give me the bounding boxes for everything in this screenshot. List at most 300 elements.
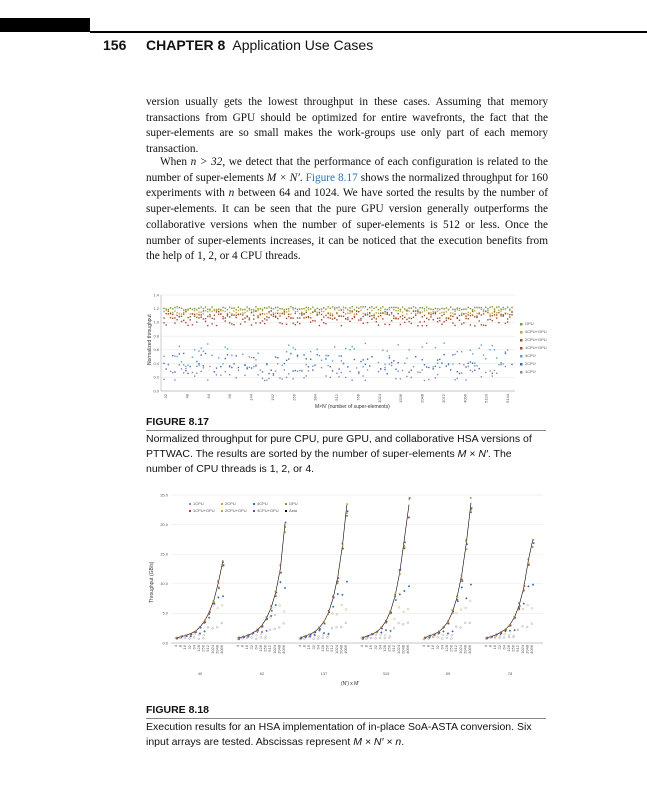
data-point: [470, 497, 472, 499]
data-point: [244, 375, 245, 376]
data-point: [190, 308, 191, 309]
legend-marker: [520, 363, 523, 366]
data-point: [328, 613, 330, 615]
data-point: [183, 312, 184, 313]
data-point: [266, 316, 267, 317]
data-point: [185, 368, 186, 369]
data-point: [266, 363, 267, 364]
data-point: [470, 313, 471, 314]
data-point: [384, 364, 385, 365]
data-point: [213, 600, 215, 602]
data-point: [376, 318, 377, 319]
data-point: [393, 360, 394, 361]
data-point: [240, 313, 241, 314]
data-point: [466, 543, 468, 545]
x-tick-label: 32: [248, 645, 254, 650]
data-point: [233, 363, 234, 364]
data-point: [321, 367, 322, 368]
data-point: [205, 306, 206, 307]
data-point: [435, 308, 436, 309]
data-point: [317, 314, 318, 315]
data-point: [380, 307, 381, 308]
data-point: [461, 351, 462, 352]
data-point: [430, 314, 431, 315]
data-point: [244, 321, 245, 322]
data-point: [466, 548, 468, 550]
data-point: [441, 362, 442, 363]
data-point: [470, 511, 472, 513]
data-point: [465, 318, 466, 319]
data-point: [183, 372, 184, 373]
data-point: [229, 316, 230, 317]
data-point: [380, 315, 381, 316]
data-point: [273, 314, 274, 315]
data-point: [345, 313, 346, 314]
data-point: [330, 377, 331, 378]
data-point: [452, 612, 454, 614]
data-point: [373, 317, 374, 318]
data-point: [187, 373, 188, 374]
data-point: [365, 343, 366, 344]
y-axis-label: Normalized throughput: [147, 314, 153, 365]
data-point: [365, 380, 366, 381]
data-point: [214, 315, 215, 316]
data-point: [273, 375, 274, 376]
x-tick-label: 32: [163, 394, 168, 399]
data-point: [441, 324, 442, 325]
data-point: [275, 595, 277, 597]
data-point: [352, 346, 353, 347]
data-point: [321, 319, 322, 320]
data-point: [367, 309, 368, 310]
data-point: [395, 307, 396, 308]
data-point: [185, 311, 186, 312]
data-point: [503, 314, 504, 315]
data-point: [211, 355, 212, 356]
data-point: [341, 315, 342, 316]
data-point: [262, 313, 263, 314]
data-point: [472, 363, 473, 364]
data-point: [327, 355, 328, 356]
data-point: [483, 325, 484, 326]
x-tick-label: 512: [453, 645, 459, 652]
data-point: [347, 511, 349, 513]
data-point: [362, 366, 363, 367]
data-point: [492, 375, 493, 376]
data-point: [360, 318, 361, 319]
data-point: [478, 368, 479, 369]
data-point: [358, 308, 359, 309]
data-point: [233, 307, 234, 308]
data-point: [284, 363, 285, 364]
x-tick-label: 16: [182, 645, 188, 650]
data-point: [422, 359, 423, 360]
x-tick-label: 4096: [405, 645, 410, 654]
data-point: [338, 310, 339, 311]
data-point: [345, 377, 346, 378]
data-point: [373, 313, 374, 314]
data-point: [437, 359, 438, 360]
data-point: [430, 316, 431, 317]
data-point: [347, 366, 348, 367]
data-point: [413, 311, 414, 312]
data-point: [297, 317, 298, 318]
legend-label: 1CPU+GPU: [193, 508, 215, 513]
data-point: [382, 306, 383, 307]
data-point: [494, 308, 495, 309]
data-point: [273, 373, 274, 374]
data-point: [400, 310, 401, 311]
legend-marker: [253, 510, 255, 512]
data-point: [273, 312, 274, 313]
data-point: [229, 306, 230, 307]
data-point: [487, 637, 489, 639]
data-point: [481, 376, 482, 377]
text-span: .: [299, 171, 306, 184]
data-point: [389, 363, 390, 364]
data-point: [312, 366, 313, 367]
data-point: [400, 324, 401, 325]
legend-marker: [520, 331, 523, 334]
data-point: [238, 306, 239, 307]
data-point: [323, 316, 324, 317]
data-point: [448, 363, 449, 364]
data-point: [461, 575, 463, 577]
data-point: [214, 318, 215, 319]
x-tick-label: 32: [310, 645, 316, 650]
y-tick-label: 1.0: [153, 319, 159, 325]
data-point: [308, 316, 309, 317]
data-point: [434, 634, 436, 636]
data-point: [297, 371, 298, 372]
data-point: [346, 513, 348, 515]
data-point: [192, 324, 193, 325]
data-point: [402, 318, 403, 319]
x-tick-label: 2048: [214, 645, 220, 654]
data-point: [384, 311, 385, 312]
x-tick-label: 16: [430, 645, 436, 650]
x-tick-label: 2048: [524, 645, 530, 654]
x-tick-label: 4096: [343, 645, 348, 654]
data-point: [443, 308, 444, 309]
data-point: [266, 319, 267, 320]
data-point: [341, 360, 342, 361]
data-point: [321, 360, 322, 361]
data-point: [391, 307, 392, 308]
data-point: [435, 377, 436, 378]
data-point: [284, 526, 286, 528]
data-point: [327, 317, 328, 318]
data-point: [399, 573, 401, 575]
data-point: [485, 311, 486, 312]
data-point: [227, 314, 228, 315]
data-point: [253, 357, 254, 358]
data-point: [303, 354, 304, 355]
data-point: [220, 313, 221, 314]
data-point: [292, 323, 293, 324]
data-point: [492, 345, 493, 346]
data-point: [338, 368, 339, 369]
data-point: [236, 317, 237, 318]
data-point: [334, 317, 335, 318]
figure-17-label: FIGURE 8.17: [146, 416, 210, 428]
data-point: [314, 364, 315, 365]
data-point: [474, 316, 475, 317]
data-point: [251, 357, 252, 358]
data-point: [220, 366, 221, 367]
data-point: [220, 375, 221, 376]
x-tick-label: 1024: [376, 394, 382, 403]
x-tick-label: 256: [262, 645, 268, 652]
data-point: [470, 370, 471, 371]
y-tick-label: 10.0: [160, 581, 168, 587]
x-tick-label: 4: [359, 645, 364, 648]
data-point: [452, 363, 453, 364]
data-point: [172, 355, 173, 356]
data-point: [505, 353, 506, 354]
data-point: [290, 317, 291, 318]
data-point: [459, 310, 460, 311]
data-point: [391, 320, 392, 321]
data-point: [400, 309, 401, 310]
data-point: [446, 320, 447, 321]
data-point: [168, 313, 169, 314]
data-point: [255, 364, 256, 365]
data-point: [417, 309, 418, 310]
data-point: [308, 307, 309, 308]
data-point: [231, 314, 232, 315]
data-point: [472, 314, 473, 315]
data-point: [487, 312, 488, 313]
data-point: [301, 308, 302, 309]
data-point: [271, 607, 273, 609]
data-point: [367, 635, 369, 637]
data-point: [303, 377, 304, 378]
math-inline: M × N′ × n: [353, 736, 402, 748]
data-point: [448, 621, 450, 623]
data-point: [360, 361, 361, 362]
data-point: [181, 368, 182, 369]
data-point: [476, 307, 477, 308]
x-tick-label: 512: [334, 394, 339, 401]
data-point: [277, 318, 278, 319]
figure-link[interactable]: Figure 8.17: [305, 171, 358, 184]
data-point: [271, 307, 272, 308]
data-point: [201, 312, 202, 313]
data-point: [280, 564, 282, 566]
legend-label: 2CPU: [525, 361, 536, 366]
data-point: [367, 358, 368, 359]
data-point: [244, 312, 245, 313]
data-point: [236, 355, 237, 356]
data-point: [360, 310, 361, 311]
data-point: [454, 311, 455, 312]
data-point: [500, 314, 501, 315]
data-point: [248, 634, 250, 636]
data-point: [441, 312, 442, 313]
data-point: [419, 372, 420, 373]
data-point: [231, 367, 232, 368]
data-point: [465, 366, 466, 367]
data-point: [338, 355, 339, 356]
data-point: [308, 366, 309, 367]
data-point: [424, 380, 425, 381]
data-point: [336, 373, 337, 374]
data-point: [277, 363, 278, 364]
data-point: [201, 314, 202, 315]
data-point: [268, 317, 269, 318]
x-tick-label: 8: [301, 645, 307, 648]
data-point: [465, 379, 466, 380]
data-point: [201, 306, 202, 307]
x-tick-label: 192: [269, 394, 275, 401]
data-point: [336, 319, 337, 320]
data-point: [485, 358, 486, 359]
data-point: [489, 370, 490, 371]
x-tick-label: 144: [248, 394, 254, 401]
data-point: [255, 306, 256, 307]
x-tick-label: 4: [173, 645, 178, 648]
data-point: [478, 320, 479, 321]
data-point: [367, 314, 368, 315]
data-point: [187, 364, 188, 365]
data-point: [185, 310, 186, 311]
data-point: [315, 631, 317, 633]
data-point: [244, 365, 245, 366]
data-point: [262, 378, 263, 379]
data-point: [176, 315, 177, 316]
data-point: [381, 628, 383, 630]
data-point: [485, 325, 486, 326]
data-point: [337, 583, 339, 585]
data-point: [211, 306, 212, 307]
data-point: [284, 311, 285, 312]
data-point: [185, 366, 186, 367]
data-point: [292, 370, 293, 371]
data-point: [242, 354, 243, 355]
data-point: [433, 309, 434, 310]
data-point: [292, 347, 293, 348]
data-point: [299, 323, 300, 324]
data-point: [487, 310, 488, 311]
data-point: [312, 306, 313, 307]
data-point: [463, 309, 464, 310]
data-point: [297, 356, 298, 357]
data-point: [222, 363, 223, 364]
data-point: [437, 318, 438, 319]
data-point: [505, 313, 506, 314]
data-point: [439, 632, 441, 634]
data-point: [239, 637, 241, 639]
data-point: [417, 312, 418, 313]
data-point: [411, 313, 412, 314]
data-point: [452, 313, 453, 314]
data-point: [433, 366, 434, 367]
data-point: [251, 309, 252, 310]
data-point: [498, 306, 499, 307]
data-point: [452, 316, 453, 317]
data-point: [397, 344, 398, 345]
x-tick-label: 4096: [462, 394, 468, 403]
data-point: [231, 308, 232, 309]
data-point: [301, 370, 302, 371]
data-point: [425, 637, 427, 639]
data-point: [354, 313, 355, 314]
data-point: [332, 318, 333, 319]
data-point: [369, 312, 370, 313]
data-point: [402, 311, 403, 312]
y-tick-label: 0.6: [153, 347, 159, 353]
x-tick-label: 4: [235, 645, 240, 648]
group-label: 62: [259, 671, 265, 676]
data-point: [465, 316, 466, 317]
data-point: [303, 308, 304, 309]
data-point: [201, 347, 202, 348]
data-point: [222, 310, 223, 311]
data-point: [198, 311, 199, 312]
caption-text: . The number of CPU threads is 1, 2, or 4.: [146, 448, 512, 475]
data-point: [390, 610, 392, 612]
data-point: [341, 355, 342, 356]
x-tick-label: 4: [297, 645, 302, 648]
data-point: [439, 313, 440, 314]
data-point: [170, 313, 171, 314]
data-point: [253, 309, 254, 310]
data-point: [244, 309, 245, 310]
data-point: [474, 307, 475, 308]
data-point: [342, 543, 344, 545]
data-point: [422, 316, 423, 317]
data-point: [404, 317, 405, 318]
data-point: [481, 314, 482, 315]
legend-marker: [189, 503, 191, 505]
data-point: [371, 310, 372, 311]
x-tick-label: 16: [306, 645, 312, 650]
legend-marker: [221, 510, 223, 512]
math-inline: M × N′: [457, 448, 488, 460]
x-tick-label: 128: [382, 645, 387, 652]
data-point: [273, 316, 274, 317]
data-point: [382, 313, 383, 314]
data-point: [358, 311, 359, 312]
data-point: [328, 611, 330, 613]
data-point: [461, 312, 462, 313]
data-point: [463, 364, 464, 365]
group-label: 78: [507, 671, 513, 676]
data-point: [222, 307, 223, 308]
data-point: [310, 321, 311, 322]
x-tick-label: 2048: [276, 645, 282, 654]
data-point: [198, 364, 199, 365]
data-point: [165, 308, 166, 309]
data-point: [249, 317, 250, 318]
data-point: [358, 371, 359, 372]
data-point: [253, 315, 254, 316]
data-point: [323, 322, 324, 323]
x-tick-label: 128: [506, 645, 511, 652]
data-point: [257, 308, 258, 309]
x-tick-label: 16: [368, 645, 374, 650]
x-tick-label: 2048: [462, 645, 468, 654]
data-point: [492, 306, 493, 307]
data-point: [264, 380, 265, 381]
data-point: [448, 309, 449, 310]
data-point: [459, 373, 460, 374]
data-point: [503, 363, 504, 364]
data-point: [325, 355, 326, 356]
data-point: [323, 307, 324, 308]
data-point: [446, 307, 447, 308]
